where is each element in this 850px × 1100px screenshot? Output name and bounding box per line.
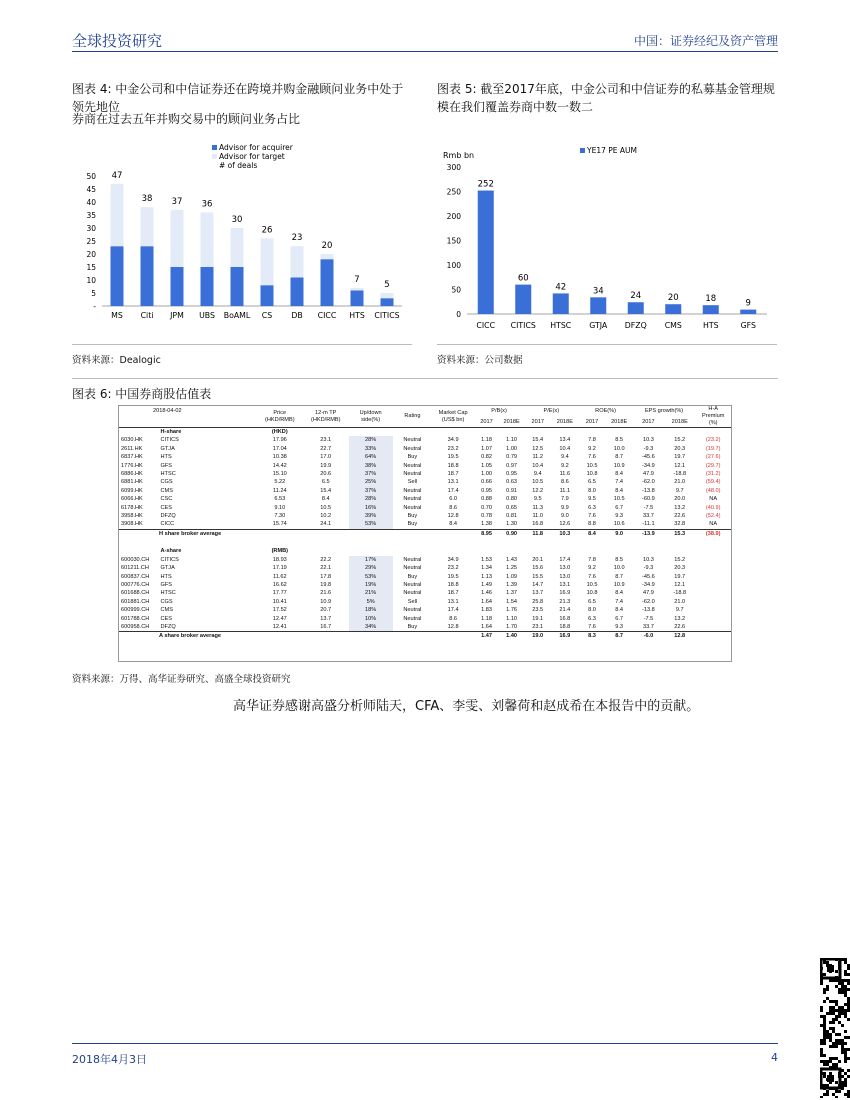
table-row: 601688.CH HTSC 17.77 21.6 21% Neutral 18.7 1.46 1.37 13.7 16.9 10.8 8.4 47.9 -18.8 — [121, 590, 687, 597]
fig5-ytick: 250 — [446, 187, 461, 197]
table-row: 6837.HK HTS 10.38 17.0 64% Buy 19.5 0.82 0.79 11.2 9.4 7.6 8.7 -45.6 19.7 (27.6) — [121, 454, 721, 461]
bar-acquirer — [291, 277, 304, 306]
bar-target — [321, 254, 334, 259]
fig5-value-label: 60 — [517, 273, 529, 284]
fig4-xtick: Citi — [140, 311, 154, 320]
fig4-ytick: 5 — [91, 289, 96, 298]
fig5-title: 图表 5: 截至2017年底，中金公司和中信证券的私募基金管理规模在我们覆盖券商中数一数二 — [437, 82, 775, 114]
fig4-ytick: 40 — [86, 198, 96, 207]
fig5-xtick: CITICS — [510, 321, 536, 330]
deal-count-label: 38 — [141, 194, 153, 205]
table-header-row-1 — [119, 406, 731, 416]
table-average-row: A share broker average 1.47 1.40 19.0 16.9 8.3 8.7 -6.0 12.8 — [119, 632, 731, 641]
table-row: 6881.HK CGS 5.22 6.5 25% Sell 13.1 0.66 0.63 10.5 8.6 6.5 7.4 -62.0 21.0 (59.4) — [121, 479, 721, 486]
hdr-price: Price (HKD/RMB) — [265, 409, 295, 423]
hdr-roe: ROE(%) — [595, 408, 616, 415]
fig5-value-label: 42 — [555, 282, 567, 293]
bar-target — [201, 212, 214, 267]
table-section-row: A-share (RMB) — [160, 548, 289, 555]
fig5-xtick: DFZQ — [624, 321, 647, 330]
fig5-value-label: 20 — [667, 293, 679, 304]
table-row: 600030.CH CITICS 18.93 22.2 17% Neutral 34.9 1.53 1.43 20.1 17.4 7.8 8.5 10.3 15.2 — [121, 556, 686, 563]
bar-acquirer — [321, 259, 334, 306]
fig4-ytick: - — [93, 302, 96, 311]
valuation-table-frame — [118, 405, 732, 662]
fig4-title: 图表 4: 中金公司和中信证券还在跨境并购金融顾问业务中处于领先地位 — [72, 82, 404, 114]
fig4-source: 资料来源：Dealogic — [72, 355, 161, 366]
deal-count-label: 30 — [231, 215, 243, 225]
table-row: 601881.CH CGS 10.41 10.9 5% Sell 13.1 1.64 1.54 25.8 21.3 6.5 7.4 -62.0 21.0 — [121, 598, 686, 605]
fig5-bar — [740, 310, 756, 314]
fig4-ytick: 50 — [86, 172, 96, 181]
fig5-bar — [553, 293, 569, 314]
legend-target: Advisor for target — [219, 152, 285, 161]
table-row: 600999.CH CMS 17.52 20.7 18% Neutral 17.4 1.83 1.76 23.5 21.4 8.0 8.4 -13.8 9.7 — [121, 607, 684, 614]
fig4-xtick: JPM — [170, 311, 184, 320]
bar-target — [231, 228, 244, 267]
fig4-subtitle: 券商在过去五年并购交易中的顾问业务占比 — [72, 112, 301, 126]
fig4-ytick: 10 — [86, 276, 96, 285]
table-row: 6099.HK CMS 11.24 15.4 37% Neutral 17.4 0.95 0.91 12.2 11.1 8.0 8.4 -13.8 9.7 (48.0) — [121, 487, 721, 494]
hdr-updown: Up/down side(%) — [359, 409, 382, 423]
fig5-rule — [437, 344, 777, 345]
table-row: 601211.CH GTJA 17.19 22.1 29% Neutral 23.2 1.34 1.25 15.6 13.0 9.2 10.0 -9.3 20.3 — [121, 565, 686, 572]
legend-deals: # of deals — [219, 161, 258, 170]
fig5-ytick: 150 — [446, 236, 461, 246]
fig4-ytick: 45 — [86, 185, 96, 194]
bar-acquirer — [351, 290, 364, 306]
table-row: 3958.HK DFZQ 7.30 10.2 39% Buy 12.8 0.78 0.81 11.0 9.0 7.6 9.3 33.7 22.6 (52.4) — [121, 513, 721, 520]
fig5-xtick: HTSC — [550, 321, 572, 330]
hdr-rating: Rating — [404, 413, 421, 420]
fig4-x-labels — [111, 311, 399, 320]
fig4-xtick: DB — [291, 311, 303, 320]
fig6-source: 资料来源：万得、高华证券研究、高盛全球投资研究 — [72, 674, 291, 685]
deal-count-label: 36 — [201, 199, 213, 210]
fig5-xtick: CICC — [476, 321, 496, 330]
hdr-eps: EPS growth(%) — [644, 408, 684, 415]
bar-acquirer — [201, 267, 214, 306]
fig5-bar — [665, 304, 681, 314]
table-row: 6066.HK CSC 6.53 8.4 28% Neutral 6.0 0.88 0.80 9.5 7.9 9.5 10.5 -60.9 20.0 NA — [121, 496, 718, 503]
table-row: 600837.CH HTS 11.62 17.8 53% Buy 19.5 1.13 1.09 15.5 13.0 7.6 8.7 -45.6 19.7 — [121, 573, 686, 580]
fig5-xtick: HTS — [702, 321, 719, 330]
bar-target — [111, 184, 124, 246]
hdr-tp: 12-m TP (HKD/RMB) — [310, 409, 341, 423]
fig4-chart — [72, 136, 412, 326]
table-row: 000776.CH GFS 16.62 19.8 19% Neutral 18.8 1.49 1.39 14.7 13.1 10.5 10.9 -34.9 12.1 — [121, 581, 686, 588]
fig5-xtick: GTJA — [589, 321, 608, 330]
fig4-bars — [111, 171, 394, 306]
table-row: 2611.HK GTJA 17.04 22.7 33% Neutral 23.2 1.07 1.00 12.5 10.4 9.2 10.0 -9.3 20.3 (19.7) — [121, 445, 721, 452]
table-row: 3908.HK CICC 15.74 24.1 53% Buy 8.4 1.38 1.30 16.8 12.6 8.8 10.6 -11.1 32.8 NA — [121, 521, 718, 528]
bar-target — [291, 246, 304, 277]
table-row: 6030.HK CITICS 17.96 23.1 28% Neutral 34.9 1.18 1.10 15.4 13.4 7.8 8.5 10.3 15.2 (23.2) — [121, 437, 721, 444]
qr-code-image — [820, 958, 850, 1098]
fig4-xtick: UBS — [199, 311, 215, 320]
hdr-pe: P/E(x) — [543, 408, 560, 415]
table-row: 601788.CH CES 12.47 13.7 10% Neutral 8.6 1.18 1.10 19.1 16.8 6.3 6.7 -7.5 13.2 — [121, 615, 686, 622]
fig4-xtick: CICC — [317, 311, 337, 320]
legend-swatch-target — [212, 154, 217, 159]
fig5-ytick: 0 — [456, 310, 461, 319]
valuation-table — [119, 406, 731, 641]
deal-count-label: 37 — [171, 196, 183, 207]
header-rule — [72, 51, 778, 52]
hdr-mcap: Market Cap (US$ bn) — [438, 409, 468, 423]
fig5-ytick: 200 — [446, 212, 461, 221]
bar-acquirer — [141, 246, 154, 306]
fig5-legend: YE17 PE AUM — [587, 146, 637, 155]
fig5-value-label: 24 — [630, 291, 642, 302]
fig5-source: 资料来源：公司数据 — [437, 355, 523, 366]
fig5-bars — [478, 180, 757, 314]
fig5-bar — [703, 305, 719, 314]
fig4-ytick: 30 — [86, 224, 96, 233]
fig5-value-label: 34 — [592, 286, 604, 297]
deal-count-label: 5 — [384, 280, 390, 290]
page-number: 4 — [771, 1051, 778, 1064]
fig4-ytick: 20 — [86, 250, 96, 259]
legend-swatch-acquirer — [212, 145, 217, 150]
deal-count-label: 26 — [261, 225, 273, 236]
fig5-value-label: 18 — [705, 294, 717, 305]
fig4-xtick: HTS — [349, 311, 365, 320]
fig4-xtick: CITICS — [374, 311, 400, 320]
table-row: 6886.HK HTSC 15.10 20.6 37% Neutral 18.7 1.00 0.95 9.4 11.6 10.8 8.4 47.9 -18.8 (31.2) — [121, 471, 721, 478]
deal-count-label: 20 — [321, 241, 333, 251]
fig5-y-axis — [447, 163, 767, 319]
fig5-xtick: CMS — [664, 321, 682, 330]
table-header-row-2: 2017 2018E 2017 2018E 2017 2018E 2017 2018E — [119, 416, 731, 427]
footer-rule — [72, 1043, 778, 1044]
bar-acquirer — [231, 267, 244, 306]
acknowledgement: 高华证券感谢高盛分析师陆天，CFA、李雯、刘馨荷和赵成希在本报告中的贡献。 — [233, 699, 700, 714]
fig5-legend-swatch — [580, 148, 585, 153]
hdr-pb: P/B(x) — [491, 408, 507, 415]
fig5-unit: Rmb bn — [443, 151, 475, 160]
fig5-bar — [628, 302, 644, 314]
table-section-row: H-share (HKD) — [160, 429, 288, 435]
bar-target — [171, 210, 184, 267]
table-row: 600958.CH DFZQ 12.41 16.7 34% Buy 12.8 1.64 1.70 23.1 18.8 7.6 9.3 33.7 22.6 — [121, 623, 686, 630]
fig5-ytick: 300 — [446, 163, 461, 172]
deal-count-label: 7 — [354, 274, 360, 285]
fig4-ytick: 35 — [86, 211, 96, 220]
bar-target — [141, 207, 154, 246]
fig6-title: 图表 6: 中国券商股估值表 — [72, 387, 212, 401]
fig5-value-label: 9 — [745, 298, 751, 309]
fig-divider — [72, 378, 778, 379]
deal-count-label: 47 — [111, 170, 123, 181]
fig5-value-label: 252 — [477, 179, 494, 190]
legend-acquirer: Advisor for acquirer — [219, 143, 293, 152]
fig5-ytick: 50 — [451, 285, 461, 295]
bar-target — [381, 293, 394, 298]
fig4-legend — [212, 143, 294, 170]
bar-target — [261, 238, 274, 285]
bar-acquirer — [381, 298, 394, 306]
table-date: 2018-04-02 — [153, 408, 182, 415]
fig5-bar — [590, 297, 606, 314]
bar-acquirer — [261, 285, 274, 306]
fig4-xtick: MS — [111, 311, 123, 320]
fig5-x-labels — [476, 321, 756, 330]
bar-target — [351, 288, 364, 291]
footer-date: 2018年4月3日 — [72, 1053, 147, 1066]
fig5-bar — [478, 191, 494, 314]
fig4-xtick: CS — [261, 311, 273, 320]
header-title: 全球投资研究 — [72, 32, 163, 50]
fig4-ytick: 15 — [86, 263, 96, 272]
bar-acquirer — [111, 246, 124, 306]
fig4-rule — [72, 344, 412, 345]
fig4-xtick: BoAML — [223, 311, 251, 320]
fig5-chart — [437, 140, 777, 330]
table-row: 6178.HK CES 9.10 10.5 16% Neutral 8.6 0.70 0.65 11.3 9.9 6.3 6.7 -7.5 13.2 (40.9) — [121, 504, 721, 511]
hdr-ha: H-A Premium (%) — [702, 406, 725, 426]
bar-acquirer — [171, 267, 184, 306]
fig5-xtick: GFS — [740, 321, 756, 330]
table-average-row: H share broker average 8.95 0.90 11.8 10.3 8.4 9.0 -13.9 15.3 (38.9) — [119, 529, 731, 538]
table-row: 1776.HK GFS 14.42 19.9 38% Neutral 18.8 1.05 0.97 10.4 9.2 10.5 10.9 -34.9 12.1 (29.7) — [121, 462, 721, 469]
header-section: 中国：证券经纪及资产管理 — [633, 34, 778, 48]
fig5-bar — [515, 285, 531, 314]
fig5-ytick: 100 — [446, 261, 461, 270]
fig4-ytick: 25 — [86, 237, 96, 246]
deal-count-label: 23 — [291, 233, 303, 244]
